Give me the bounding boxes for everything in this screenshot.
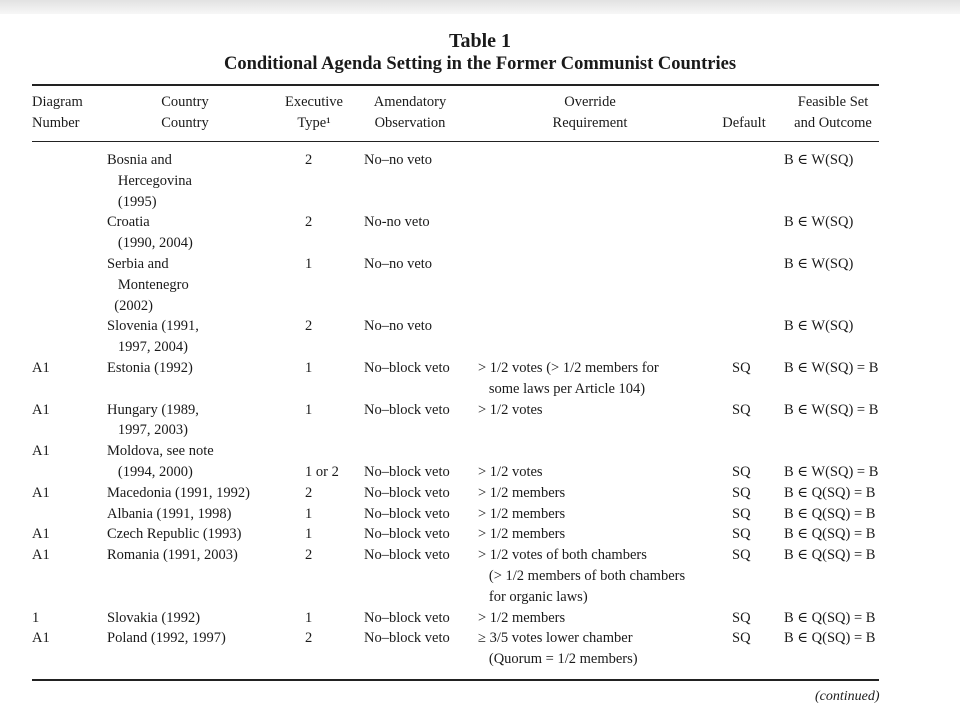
column-header-feasible [788,92,878,134]
cell-amend: No–no veto [364,256,433,272]
cell-default: SQ [732,505,751,522]
bottom-rule [32,679,879,681]
cell-exec: 1 or 2 [305,464,339,480]
table-title: Table 1 [448,30,512,52]
cell-country: Slovenia (1991, [107,318,199,335]
column-header-line: Amendatory [373,94,447,110]
top-rule [32,84,879,86]
column-header-override [530,92,650,134]
cell-amend: No–block veto [364,360,450,376]
cell-default: SQ [732,464,751,480]
cell-country: Hercegovina [107,172,192,189]
cell-override: ≥ 3/5 votes lower chamber [478,630,633,647]
cell-amend: No–block veto [364,609,450,626]
cell-feasible: B ∈ Q(SQ) = B [784,526,876,543]
cell-amend: No–no veto [364,318,433,335]
cell-default: SQ [732,484,751,501]
cell-amend: No–no veto [364,152,433,168]
column-header-line: Override [564,94,616,110]
cell-override: > 1/2 votes of both chambers [478,547,647,564]
cell-feasible: B ∈ W(SQ) [784,318,854,335]
cell-country: (1990, 2004) [107,235,193,252]
cell-country: Poland (1992, 1997) [107,630,226,647]
cell-override: > 1/2 members [478,609,566,626]
cell-amend: No–block veto [364,526,450,543]
cell-exec: 1 [305,256,313,272]
cell-override: (Quorum = 1/2 members) [478,651,638,668]
cell-diagram: A1 [32,443,50,460]
table-subtitle: Conditional Agenda Setting in the Former Communist Countries [223,54,737,74]
cell-diagram: A1 [32,630,50,647]
cell-feasible: B ∈ W(SQ) = B [784,401,879,418]
cell-country: (1994, 2000) [107,464,193,480]
column-header-line: Type¹ [297,115,331,131]
cell-feasible: B ∈ Q(SQ) = B [784,505,876,522]
continued-note: (continued) [815,689,880,704]
cell-diagram: A1 [32,526,50,543]
column-header-line: Requirement [552,115,628,131]
cell-country: Albania (1991, 1998) [107,505,232,522]
cell-country: Romania (1991, 2003) [107,547,238,564]
cell-feasible: B ∈ W(SQ) [784,214,854,231]
cell-country: (2002) [107,297,153,314]
cell-override: > 1/2 votes [478,401,543,418]
cell-override: some laws per Article 104) [478,380,646,397]
cell-amend: No–block veto [364,630,450,647]
cell-default: SQ [732,609,751,626]
cell-exec: 2 [305,484,313,501]
cell-diagram: A1 [32,401,50,418]
cell-country: Serbia and [107,256,169,272]
cell-override: for organic laws) [478,588,588,605]
column-header-line: Number [32,115,80,131]
cell-default: SQ [732,630,751,647]
column-header-line: and Outcome [794,115,872,131]
cell-country: 1997, 2004) [107,339,188,356]
cell-amend: No–block veto [364,401,450,418]
cell-exec: 2 [305,547,313,564]
cell-override: > 1/2 members [478,526,566,543]
cell-country: Czech Republic (1993) [107,526,242,543]
column-header-diagram [32,92,102,134]
column-header-line: Observation [374,115,446,131]
cell-amend: No–block veto [364,547,450,564]
cell-feasible: B ∈ W(SQ) = B [784,464,879,480]
cell-exec: 1 [305,360,313,376]
cell-default: SQ [732,547,751,564]
cell-override: > 1/2 members [478,505,566,522]
cell-feasible: B ∈ Q(SQ) = B [784,630,876,647]
column-header-line: Executive [285,94,343,110]
cell-feasible: B ∈ W(SQ) [784,152,854,168]
cell-exec: 1 [305,401,313,418]
cell-country: Croatia [107,214,150,231]
column-header-line: Country [161,115,209,131]
viewer-top-band [0,0,960,14]
column-header-line: Diagram [32,94,83,110]
cell-exec: 2 [305,152,313,168]
column-header-default [718,113,770,134]
header-rule [32,141,879,142]
cell-amend: No-no veto [364,214,430,231]
column-header-country [140,92,230,134]
cell-amend: No–block veto [364,505,450,522]
cell-diagram: 1 [32,609,40,626]
column-header-line: Country [161,94,209,110]
cell-default: SQ [732,360,751,376]
cell-diagram: A1 [32,547,50,564]
cell-override: > 1/2 votes [478,464,543,480]
cell-amend: No–block veto [364,464,450,480]
cell-exec: 1 [305,505,313,522]
cell-diagram: A1 [32,484,50,501]
cell-country: Bosnia and [107,152,172,168]
cell-country: Estonia (1992) [107,360,193,376]
cell-exec: 2 [305,630,313,647]
cell-country: Macedonia (1991, 1992) [107,484,250,501]
cell-override: > 1/2 votes (> 1/2 members for [478,360,659,376]
cell-country: 1997, 2003) [107,422,188,439]
column-header-line: Default [722,115,766,131]
cell-amend: No–block veto [364,484,450,501]
cell-override: (> 1/2 members of both chambers [478,568,686,584]
column-header-amend [368,92,452,134]
cell-feasible: B ∈ Q(SQ) = B [784,609,876,626]
cell-diagram: A1 [32,360,50,376]
cell-default: SQ [732,526,751,543]
cell-country: Moldova, see note [107,443,214,460]
cell-feasible: B ∈ W(SQ) = B [784,360,879,376]
cell-override: > 1/2 members [478,484,566,501]
cell-exec: 2 [305,214,313,231]
cell-exec: 2 [305,318,313,335]
cell-feasible: B ∈ W(SQ) [784,256,854,272]
cell-feasible: B ∈ Q(SQ) = B [784,547,876,564]
cell-country: Hungary (1989, [107,401,199,418]
cell-country: Montenegro [107,276,189,293]
cell-exec: 1 [305,609,313,626]
cell-exec: 1 [305,526,313,543]
cell-feasible: B ∈ Q(SQ) = B [784,484,876,501]
column-header-exec [278,92,350,134]
cell-default: SQ [732,401,751,418]
cell-country: (1995) [107,193,157,210]
column-header-line: Feasible Set [797,94,869,110]
cell-country: Slovakia (1992) [107,609,201,626]
